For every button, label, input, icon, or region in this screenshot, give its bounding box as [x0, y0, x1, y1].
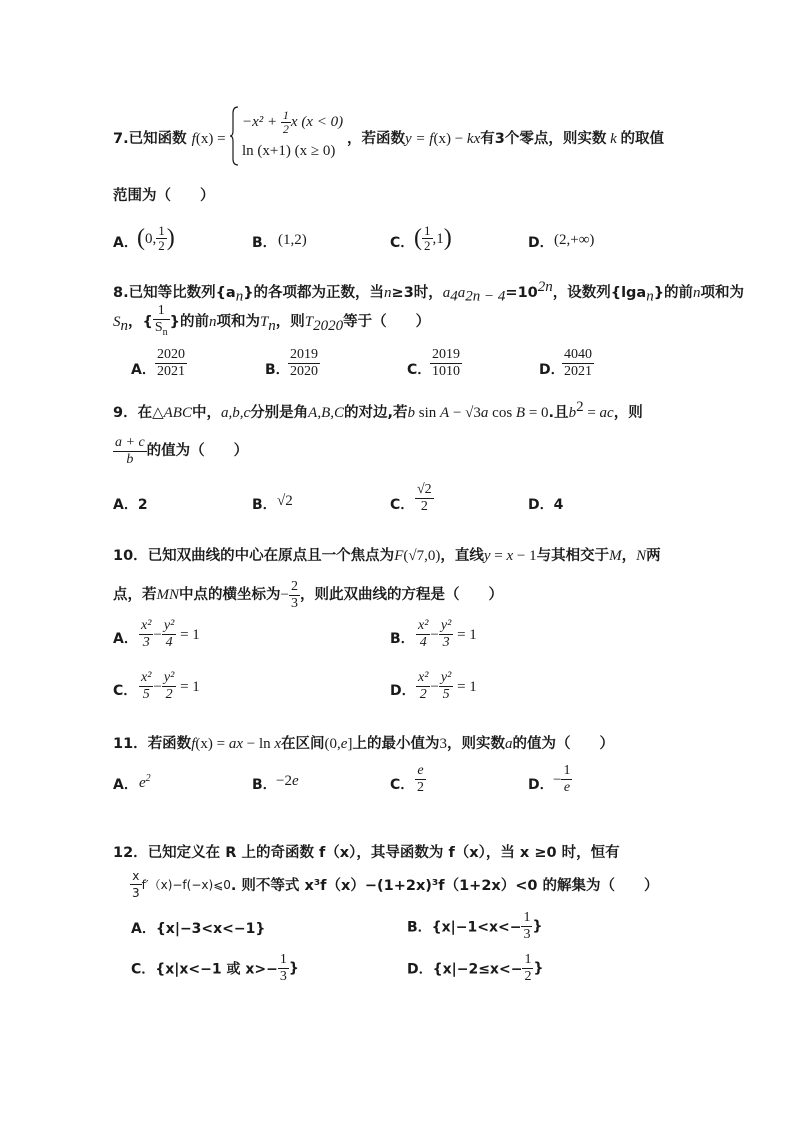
q8-options: [131, 347, 651, 387]
q9-options: [113, 482, 633, 524]
q10-option-d[interactable]: D．: [390, 683, 416, 699]
q7-option-d-val: (2,+∞): [554, 232, 595, 248]
q9-ratio-frac: $\frac{a + c}{b}$: [115, 434, 145, 467]
q7-fx: f: [191, 131, 196, 147]
q8-option-d-val: $\frac{4040}{2021}$: [564, 347, 592, 379]
q8-option-b-val: $\frac{2019}{2020}$: [290, 347, 318, 379]
q11-stem: 11．若函数f(x) = ax − ln x在区间(0,e]上的最小值为3，则实数a的值为（ ）: [113, 736, 614, 752]
q9-option-c-val: $\frac{√2}{2}$: [417, 482, 432, 514]
q7-option-a-val: (0, $\frac{1}{2}$ ): [137, 223, 175, 253]
q7-fx-paren: (x) =: [195, 131, 226, 147]
q7-stem-line1: [113, 124, 226, 154]
q10-option-d-val: $\frac{\text{x²}}{2}$ − $\frac{\text{y²}}{5}$ = 1: [418, 670, 477, 702]
q12-x-over-3: $\frac{x}{3}$: [132, 869, 140, 900]
q11-option-b[interactable]: B．: [252, 777, 277, 793]
q10-options-row2: [113, 670, 633, 708]
q7-option-b[interactable]: B．: [252, 235, 277, 251]
q11-option-b-val: −2e: [276, 773, 299, 789]
q9-stem-line2: $\frac{a + c}{b}$ 的值为（ ）: [115, 434, 249, 467]
q9-stem-line1: 9．在△ABC中，a,b,c分别是角A,B,C的对边,若b sin A − √3a cos B = 0.且$b^2$ = ac，则: [113, 399, 643, 421]
q12-stem-line2: $\frac{x}{3}$ f′（x)−f(−x)⩽0. 则不等式 x³f（x）−(1+2x)³f（1+2x）<0 的解集为（ ）: [132, 869, 659, 900]
q10-option-c-val: $\frac{\text{x²}}{5}$ − $\frac{\text{y²}}{2}$ = 1: [141, 670, 200, 702]
q7-brace-icon: [230, 105, 240, 167]
q11-option-a-val: $e^2$: [139, 773, 151, 791]
q7-option-c[interactable]: C．: [390, 235, 415, 251]
q7-option-a[interactable]: A．: [113, 235, 138, 251]
q10-option-a-val: $\frac{\text{x²}}{3}$ − $\frac{\text{y²}}{4}$ = 1: [141, 618, 200, 650]
q8-stem-line2: $S_n$，{ $\frac{1}{S_n}$ }的前n项和为$T_n$，则$T_{2020}$等于（ ）: [113, 303, 430, 341]
q10-option-b-val: $\frac{\text{x²}}{4}$ − $\frac{\text{y²}}{3}$ = 1: [418, 618, 477, 650]
q7-option-c-val: ( $\frac{1}{2}$ ,1): [414, 223, 452, 253]
q8-option-d[interactable]: D．: [539, 362, 565, 378]
q9-option-b-val: √2: [277, 493, 293, 509]
q7-piecewise: [230, 105, 350, 167]
q10-option-a[interactable]: A．: [113, 631, 138, 647]
q12-stem-line1: 12．已知定义在 R 上的奇函数 f（x），其导函数为 f（x），当 x ≥0 时，恒有: [113, 845, 620, 861]
q11-options: [113, 763, 633, 803]
q9-option-b[interactable]: B．: [252, 497, 277, 513]
q12-option-d[interactable]: D．{x|−2≤x<− $\frac{1}{2}$ }: [407, 952, 544, 984]
q11-option-c[interactable]: C．: [390, 777, 415, 793]
q10-options-row1: [113, 618, 633, 656]
q7-stem-line1b: ，若函数y = f(x) − kx有3个零点，则实数 k 的取值: [347, 131, 664, 147]
q8-option-a-val: $\frac{2020}{2021}$: [157, 347, 185, 379]
q8-option-c-val: $\frac{2019}{1010}$: [432, 347, 460, 379]
q10-stem-line2: 点，若MN中点的横坐标为− $\frac{2}{3}$ ，则此双曲线的方程是（ ）: [113, 578, 503, 611]
q12-option-c[interactable]: C．{x|x<−1 或 x>− $\frac{1}{3}$ }: [131, 952, 299, 984]
q8-option-a[interactable]: A．: [131, 362, 156, 378]
q7-g-func: y = f: [405, 131, 434, 147]
q7-number: 7.: [113, 131, 129, 147]
q10-stem-line1: 10．已知双曲线的中心在原点且一个焦点为F(√7,0)，直线y = x − 1与其相交于M，N两: [113, 548, 661, 564]
q9-option-a[interactable]: A．2: [113, 497, 148, 513]
q10-option-c[interactable]: C．: [113, 683, 138, 699]
q8-option-c[interactable]: C．: [407, 362, 432, 378]
q11-option-d[interactable]: D．: [528, 777, 554, 793]
q7-options: [113, 224, 633, 258]
q7-half-frac: $\frac{1}{2}$: [282, 108, 289, 136]
q7-piece-2: ln (x+1) (x ≥ 0): [242, 143, 336, 159]
q11-option-a[interactable]: A．: [113, 777, 138, 793]
q7-option-d[interactable]: D．: [528, 235, 554, 251]
q10-option-b[interactable]: B．: [390, 631, 415, 647]
q8-inverse-sn: $\frac{1}{S_n}$: [154, 303, 168, 338]
q7-text-a: 已知函数: [128, 131, 187, 147]
q7-option-b-val: (1,2): [278, 232, 307, 248]
q12-option-a[interactable]: A．{x|−3<x<−1}: [131, 921, 266, 937]
q9-option-d[interactable]: D．4: [528, 497, 564, 513]
q11-option-c-val: $\frac{e}{2}$: [417, 763, 424, 795]
q8-option-b[interactable]: B．: [265, 362, 290, 378]
q7-piece-1: −x² + $\frac{1}{2}$ x (x < 0): [242, 108, 344, 136]
q7-stem-line2: 范围为（ ）: [113, 188, 215, 204]
q9-option-c[interactable]: C．: [390, 497, 415, 513]
q12-option-b[interactable]: B．{x|−1<x<− $\frac{1}{3}$ }: [407, 910, 543, 942]
q11-option-d-val: − $\frac{1}{e}$: [553, 763, 571, 795]
q8-stem-line1: 8.已知等比数列$\{a_n\}$的各项都为正数，当n≥3时，$a_4a_{2n - 4}=10^{2n}$，设数列{lga$_n$}的前n项和为: [113, 279, 745, 305]
